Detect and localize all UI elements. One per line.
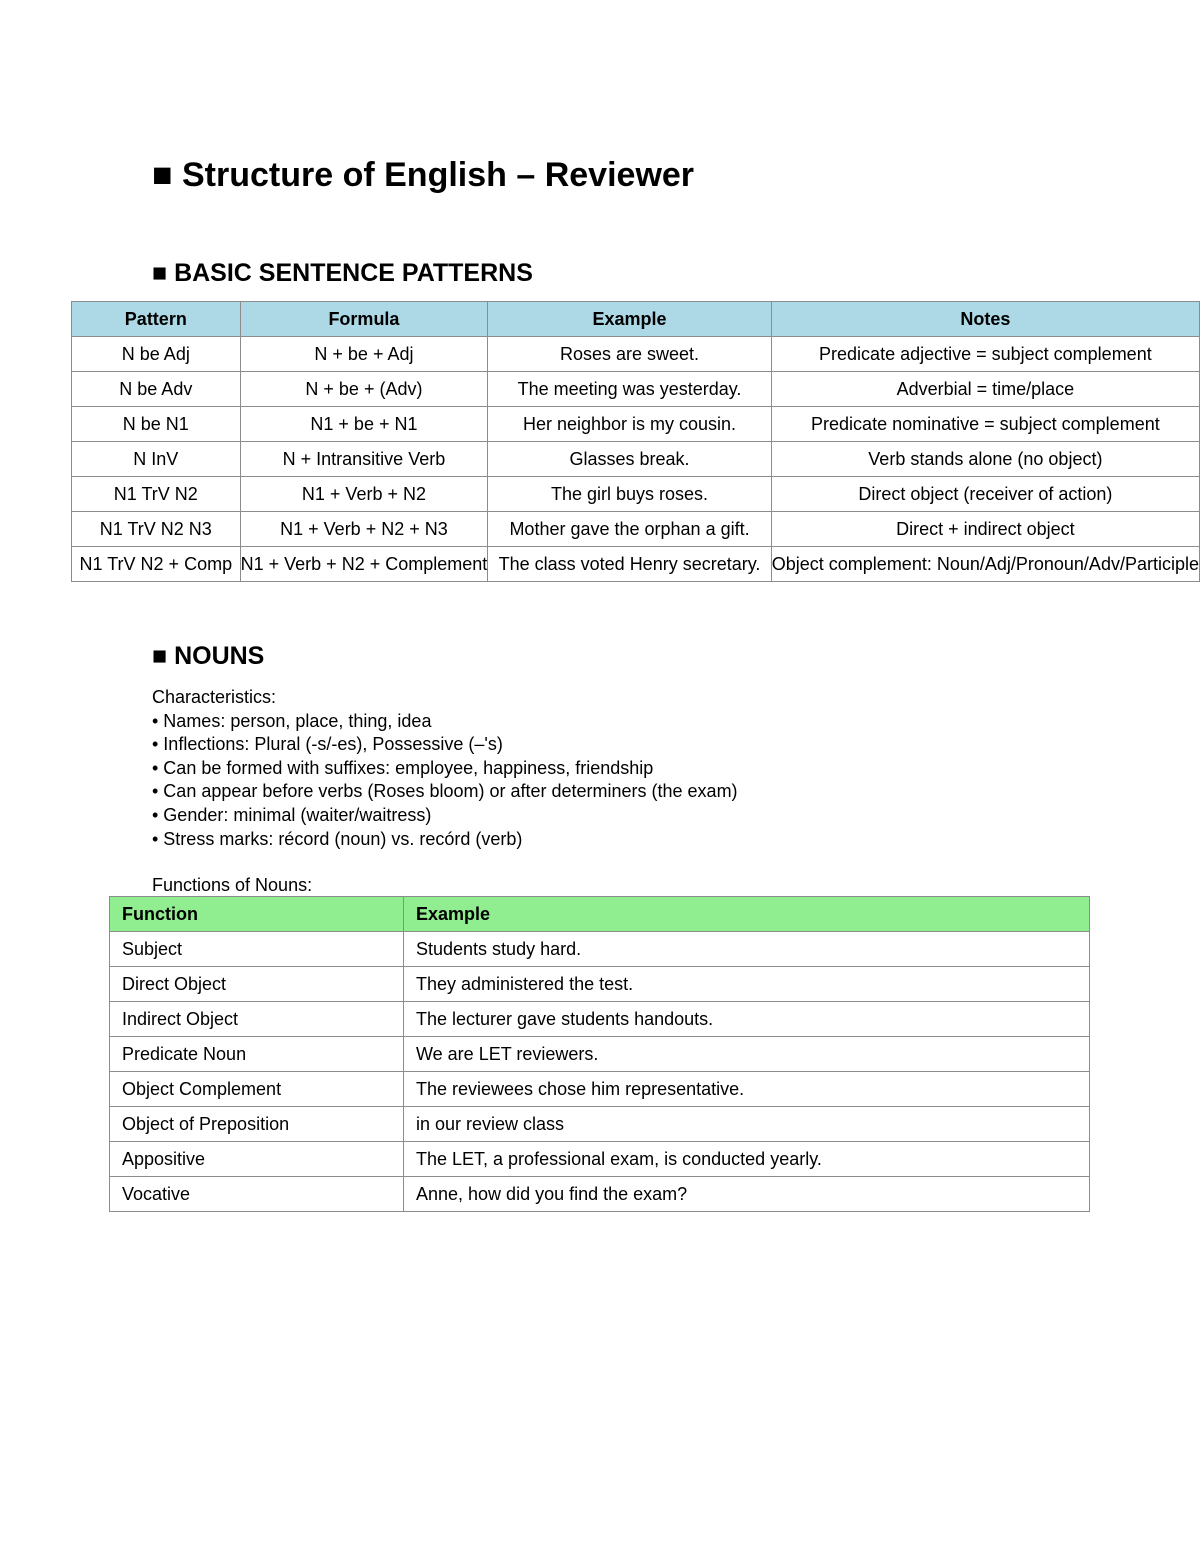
formula-cell: N + Intransitive Verb [240,442,488,477]
nouns-heading [152,641,264,671]
function-cell: Subject [110,932,404,967]
noun-functions-table [109,896,1090,1212]
example-cell: Glasses break. [488,442,772,477]
example-cell: The LET, a professional exam, is conducted yearly. [404,1142,1090,1177]
pattern-cell: N1 TrV N2 [72,477,241,512]
table-row [72,442,1200,477]
function-cell: Appositive [110,1142,404,1177]
sentence-patterns-table [71,301,1200,582]
function-cell: Object of Preposition [110,1107,404,1142]
formula-cell: N1 + be + N1 [240,407,488,442]
table-row [110,1037,1090,1072]
example-cell: They administered the test. [404,967,1090,1002]
black-square-icon: ■ [152,642,168,670]
table-row [110,932,1090,967]
table-row [72,372,1200,407]
notes-cell: Adverbial = time/place [771,372,1199,407]
table-header-row [72,302,1200,337]
pattern-cell: N InV [72,442,241,477]
example-cell: Roses are sweet. [488,337,772,372]
list-item: • Can appear before verbs (Roses bloom) or after determiners (the exam) [152,781,738,802]
example-cell: The reviewees chose him representative. [404,1072,1090,1107]
function-cell: Predicate Noun [110,1037,404,1072]
patterns-heading [152,258,533,288]
page-title-text: Structure of English – Reviewer [182,156,695,194]
table-row [110,967,1090,1002]
pattern-cell: N1 TrV N2 N3 [72,512,241,547]
pattern-cell: N be N1 [72,407,241,442]
list-item: • Inflections: Plural (-s/-es), Possessive (–'s) [152,734,503,755]
column-header: Example [404,897,1090,932]
notes-cell: Verb stands alone (no object) [771,442,1199,477]
table-row [72,547,1200,582]
formula-cell: N1 + Verb + N2 [240,477,488,512]
table-row [72,407,1200,442]
column-header: Example [488,302,772,337]
example-cell: Students study hard. [404,932,1090,967]
notes-cell: Predicate nominative = subject complement [771,407,1199,442]
pattern-cell: N be Adv [72,372,241,407]
page-title [152,155,694,195]
example-cell: We are LET reviewers. [404,1037,1090,1072]
table-header-row [110,897,1090,932]
example-cell: Mother gave the orphan a gift. [488,512,772,547]
list-item: • Stress marks: récord (noun) vs. recórd (verb) [152,828,523,849]
functions-label: Functions of Nouns: [152,875,313,895]
function-cell: Vocative [110,1177,404,1212]
notes-cell: Direct + indirect object [771,512,1199,547]
black-square-icon: ■ [152,259,168,287]
patterns-heading-text: BASIC SENTENCE PATTERNS [174,259,533,287]
example-cell: The girl buys roses. [488,477,772,512]
pattern-cell: N be Adj [72,337,241,372]
function-cell: Object Complement [110,1072,404,1107]
table-row [110,1142,1090,1177]
noun-characteristics [152,686,738,851]
function-cell: Indirect Object [110,1002,404,1037]
list-item: • Gender: minimal (waiter/waitress) [152,804,432,825]
black-square-icon: ■ [152,156,173,194]
column-header: Function [110,897,404,932]
list-item: • Names: person, place, thing, idea [152,710,432,731]
characteristics-label: Characteristics: [152,687,277,707]
pattern-cell: N1 TrV N2 + Comp [72,547,241,582]
example-cell: in our review class [404,1107,1090,1142]
example-cell: Her neighbor is my cousin. [488,407,772,442]
table-row [72,512,1200,547]
formula-cell: N1 + Verb + N2 + Complement [240,547,488,582]
notes-cell: Object complement: Noun/Adj/Pronoun/Adv/Participle [771,547,1199,582]
table-row [110,1072,1090,1107]
table-row [72,337,1200,372]
example-cell: Anne, how did you find the exam? [404,1177,1090,1212]
list-item: • Can be formed with suffixes: employee, happiness, friendship [152,757,654,778]
example-cell: The meeting was yesterday. [488,372,772,407]
column-header: Notes [771,302,1199,337]
function-cell: Direct Object [110,967,404,1002]
formula-cell: N + be + (Adv) [240,372,488,407]
notes-cell: Predicate adjective = subject complement [771,337,1199,372]
example-cell: The class voted Henry secretary. [488,547,772,582]
nouns-heading-text: NOUNS [174,642,265,670]
notes-cell: Direct object (receiver of action) [771,477,1199,512]
table-row [72,477,1200,512]
formula-cell: N + be + Adj [240,337,488,372]
table-row [110,1107,1090,1142]
column-header: Formula [240,302,488,337]
formula-cell: N1 + Verb + N2 + N3 [240,512,488,547]
example-cell: The lecturer gave students handouts. [404,1002,1090,1037]
column-header: Pattern [72,302,241,337]
table-row [110,1002,1090,1037]
table-row [110,1177,1090,1212]
